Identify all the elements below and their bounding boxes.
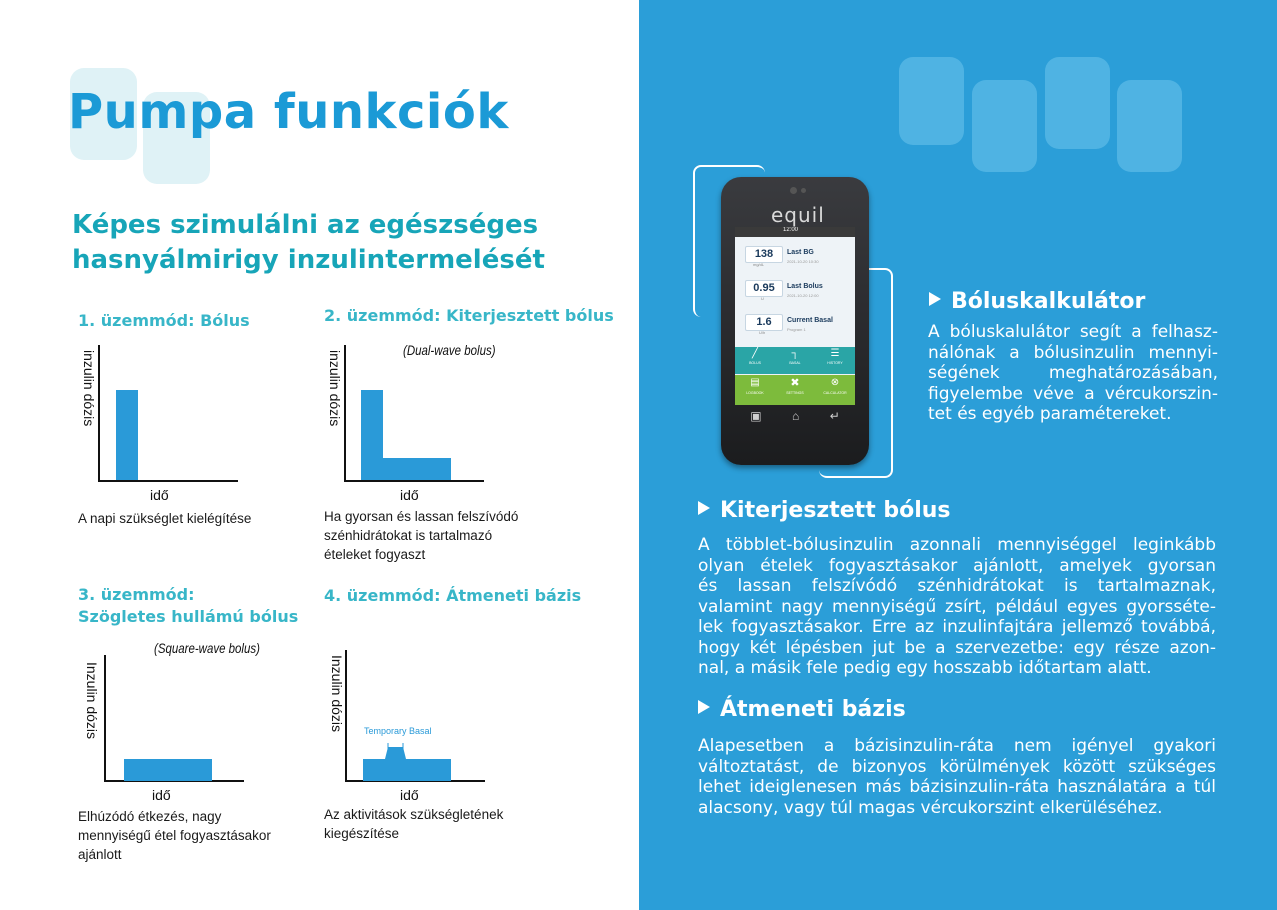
temp-basal-text: Alapesetben a bázisinzulin-ráta nem igényel gyakori változtatást, de bizonyos körülmények között szükséges lehet ideiglenesen más bázisinzulin-ráta használatára a túl alacsony, vagy túl magas vércukorszint elkerüléséhez. xyxy=(698,736,1216,818)
triangle-bullet-icon xyxy=(698,700,710,714)
current-basal-program: Program 1 xyxy=(787,327,806,332)
y-axis-label: inzulin dózis xyxy=(81,350,97,427)
recent-apps-icon[interactable]: ▣ xyxy=(750,409,762,423)
extended-bar xyxy=(383,458,451,480)
x-axis-label: idő xyxy=(400,787,419,803)
menu-row-top xyxy=(735,347,855,374)
y-axis-label: Inzulin dózis xyxy=(84,662,100,740)
x-axis-label: idő xyxy=(150,487,169,503)
panel-decoration xyxy=(899,57,964,145)
tools-icon: ✖ xyxy=(790,377,800,389)
camera-dot xyxy=(801,188,806,193)
pump-device xyxy=(721,177,869,465)
menu-row-bottom xyxy=(735,375,855,405)
mode-1-caption: A napi szükséglet kielégítése xyxy=(78,511,252,526)
list-icon: ☰ xyxy=(830,348,840,359)
book-icon: ▤ xyxy=(750,377,760,388)
camera-dot xyxy=(790,187,797,194)
basal-row xyxy=(741,313,849,337)
temp-basal-chart xyxy=(343,650,493,785)
last-bg-label: Last BG xyxy=(787,249,814,256)
extended-bolus-text: A többlet-bólusinzulin azonnali mennyiséggel leginkább olyan ételek fogyasztásakor ajánlott, amelyek gyorsan és lassan felszívódó szénhidrátokat is tartalmaznak, valamint nagy mennyiségű zsírt, például egyes gyorsséte- lek fogyasztásakor. Erre az inzulinfajtára jellemző továbbá, hogy két lépésben jut be a szervezetbe: egy része azon- nal, a másik fele pedig egy hosszabb időtartam alatt. xyxy=(698,535,1216,678)
y-axis-label: inzulin dózis xyxy=(327,350,343,427)
last-bg-value: 138 xyxy=(745,246,783,263)
triangle-bullet-icon xyxy=(698,501,710,515)
home-icon[interactable]: ⌂ xyxy=(792,409,800,423)
temporary-basal-label: Temporary Basal xyxy=(364,726,432,736)
mode-2-title: 2. üzemmód: Kiterjesztett bólus xyxy=(324,306,614,325)
mode-4-title: 4. üzemmód: Átmeneti bázis xyxy=(324,586,582,605)
page-title: Pumpa funkciók xyxy=(68,84,509,140)
bolus-bar xyxy=(116,390,138,480)
bolus-calculator-text: A bóluskalulátor segít a felhasz- nálónak a bólusinzulin mennyi- ségének meghatározásában, figyelembe véve a vércukorszin- tet és egyéb paramétereket. xyxy=(928,322,1218,424)
mode-4-caption: Az aktivitások szükségletének kiegészítése xyxy=(324,807,504,841)
basal-area xyxy=(363,747,451,781)
square-wave-chart xyxy=(102,655,252,785)
last-bolus-unit: U xyxy=(761,296,764,301)
extended-bolus-heading: Kiterjesztett bólus xyxy=(698,498,951,523)
bg-row xyxy=(741,245,849,269)
bolus-menu-item[interactable]: ╱ BOLUS xyxy=(735,347,775,374)
last-bg-unit: mg/dL xyxy=(753,262,765,267)
bolus-calculator-heading: Bóluskalkulátor xyxy=(929,289,1145,314)
device-brand: equil xyxy=(771,203,825,227)
square-wave-bar xyxy=(124,759,212,781)
panel-decoration xyxy=(1117,80,1182,172)
calculator-menu-item[interactable]: ⊗ CALCULATOR xyxy=(815,375,855,405)
basal-menu-item[interactable]: ┐ BASAL xyxy=(775,347,815,374)
mode-3-caption: Elhúzódó étkezés, nagy mennyiségű étel fogyasztásakor ajánlott xyxy=(78,809,271,862)
mode-2-caption: Ha gyorsan és lassan felszívódó szénhidrátokat is tartalmazó ételeket fogyaszt xyxy=(324,509,519,562)
last-bolus-time: 2021-10-20 12:00 xyxy=(787,293,819,298)
panel-decoration xyxy=(972,80,1037,172)
device-screen xyxy=(735,227,855,405)
bolus-chart xyxy=(96,345,246,485)
device-nav xyxy=(735,409,855,431)
calculator-icon: ⊗ xyxy=(830,377,840,388)
x-axis-label: idő xyxy=(400,487,419,503)
chart-note: (Square-wave bolus) xyxy=(154,640,260,656)
settings-menu-item[interactable]: ✖ SETTINGS xyxy=(775,375,815,405)
last-bg-time: 2021-10-20 10:30 xyxy=(787,259,819,264)
x-axis-label: idő xyxy=(152,787,171,803)
page-subtitle: Képes szimulálni az egészséges hasnyálmirigy inzulintermelését xyxy=(72,210,545,275)
syringe-icon: ╱ xyxy=(751,348,759,359)
last-bolus-value: 0.95 xyxy=(745,280,783,297)
temp-basal-heading: Átmeneti bázis xyxy=(698,697,906,722)
status-time: 12:00 xyxy=(783,227,799,233)
chart-note: (Dual-wave bolus) xyxy=(403,342,496,358)
triangle-bullet-icon xyxy=(929,292,941,306)
panel-decoration xyxy=(1045,57,1110,149)
current-basal-unit: U/h xyxy=(759,330,766,335)
current-basal-value: 1.6 xyxy=(745,314,783,331)
history-menu-item[interactable]: ☰ HISTORY xyxy=(815,347,855,374)
current-basal-label: Current Basal xyxy=(787,317,833,324)
bolus-bar xyxy=(361,390,383,480)
right-panel xyxy=(639,0,1277,910)
basal-chart-icon: ┐ xyxy=(791,348,799,359)
mode-1-title: 1. üzemmód: Bólus xyxy=(78,311,250,330)
logbook-menu-item[interactable]: ▤ LOGBOOK xyxy=(735,375,775,405)
back-icon[interactable]: ↵ xyxy=(829,409,840,423)
y-axis-label: Inzulin dózis xyxy=(329,655,345,733)
bolus-row xyxy=(741,279,849,303)
dual-wave-chart xyxy=(342,345,492,485)
mode-3-title: 3. üzemmód: Szögletes hullámú bólus xyxy=(78,585,299,626)
last-bolus-label: Last Bolus xyxy=(787,283,823,290)
